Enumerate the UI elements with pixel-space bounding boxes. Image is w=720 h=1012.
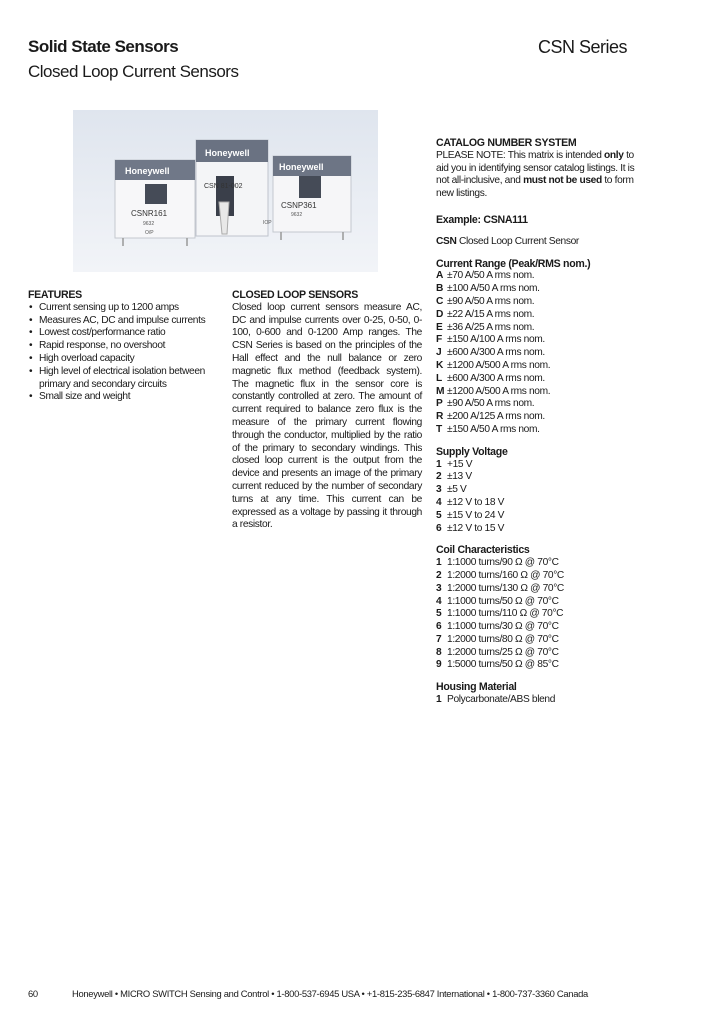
option-desc: ±22 A/15 A rms nom. (447, 308, 535, 320)
brand-label-center: Honeywell (205, 148, 250, 158)
page-subtitle: Closed Loop Current Sensors (28, 62, 239, 81)
list-item (436, 283, 636, 296)
feature-item: • High overload capacity (28, 353, 218, 366)
coil-heading: Coil Characteristics (436, 544, 530, 557)
option-code: B (436, 283, 444, 295)
list-item (436, 497, 636, 510)
list-item (436, 347, 636, 360)
closed-loop-heading: CLOSED LOOP SENSORS (232, 289, 358, 301)
option-desc: ±5 V (447, 484, 467, 496)
csn-code: CSN (436, 235, 457, 247)
option-desc: 1:2000 turns/160 Ω @ 70°C (447, 569, 564, 581)
list-item (436, 459, 636, 472)
catalog-heading: CATALOG NUMBER SYSTEM (436, 137, 577, 149)
option-code: 2 (436, 471, 442, 483)
list-item (436, 322, 636, 335)
option-code: K (436, 359, 444, 371)
option-code: A (436, 270, 444, 282)
option-code: 3 (436, 484, 442, 496)
model-sub-left: 9632 (143, 221, 155, 227)
model-label-center: CSN 81-002 (204, 183, 243, 190)
option-desc: 1:2000 turns/130 Ω @ 70°C (447, 582, 564, 594)
option-desc: ±200 A/125 A rms nom. (447, 411, 545, 423)
list-item (436, 621, 636, 634)
sensor-left (115, 160, 195, 246)
page-title: Solid State Sensors (28, 37, 179, 56)
option-desc: ±1200 A/500 A rms nom. (447, 385, 551, 397)
option-code: 1 (436, 557, 442, 569)
option-code: J (436, 347, 442, 359)
option-desc: ±150 A/100 A rms nom. (447, 334, 545, 346)
sensor-right (263, 156, 351, 240)
option-code: 4 (436, 496, 442, 508)
supply-voltage-list (436, 459, 636, 536)
list-item (436, 360, 636, 373)
feature-item: • Current sensing up to 1200 amps (28, 302, 218, 315)
list-item (436, 570, 636, 583)
current-range-heading: Current Range (Peak/RMS nom.) (436, 257, 591, 270)
option-desc: ±13 V (447, 471, 472, 483)
list-item (436, 309, 636, 322)
option-code: 4 (436, 595, 442, 607)
list-item (436, 510, 636, 523)
note-emphasis: must not be used (523, 175, 602, 187)
list-item (436, 583, 636, 596)
option-desc: ±600 A/300 A rms nom. (447, 347, 545, 359)
list-item (436, 694, 636, 707)
closed-loop-section (232, 289, 422, 532)
note-emphasis: only (604, 149, 624, 161)
option-code: P (436, 398, 443, 410)
product-photo (73, 110, 378, 272)
feature-item: • High level of electrical isolation between primary and secondary circuits (28, 366, 218, 392)
page-number: 60 (28, 988, 38, 999)
option-desc: Polycarbonate/ABS blend (447, 694, 556, 706)
note-text: PLEASE NOTE: This matrix is intended (436, 149, 605, 161)
catalog-section (436, 137, 636, 707)
option-code: C (436, 295, 444, 307)
option-desc: 1:2000 turns/25 Ω @ 70°C (447, 646, 559, 658)
list-item (436, 484, 636, 497)
list-item (436, 647, 636, 660)
output-label-left: O/P (145, 230, 154, 236)
option-code: M (436, 385, 445, 397)
catalog-example: Example: CSNA111 (436, 213, 528, 226)
list-item (436, 557, 636, 570)
option-code: R (436, 411, 444, 423)
option-desc: ±70 A/50 A rms nom. (447, 270, 535, 282)
feature-item: • Lowest cost/performance ratio (28, 327, 218, 340)
list-item (436, 411, 636, 424)
option-code: 1 (436, 458, 442, 470)
option-desc: ±90 A/50 A rms nom. (447, 295, 535, 307)
feature-item: • Rapid response, no overshoot (28, 340, 218, 353)
series-name: CSN Series (537, 37, 627, 57)
option-desc: 1:1000 turns/90 Ω @ 70°C (447, 557, 559, 569)
list-item (436, 424, 636, 437)
option-code: 5 (436, 509, 442, 521)
list-item (436, 386, 636, 399)
sensor-illustration (73, 110, 378, 272)
model-sub-right: 9632 (291, 212, 303, 218)
option-desc: ±36 A/25 A rms nom. (447, 321, 535, 333)
option-code: 2 (436, 569, 442, 581)
catalog-note (436, 150, 636, 201)
list-item (436, 270, 636, 283)
features-heading: FEATURES (28, 289, 82, 301)
list-item (436, 523, 636, 536)
option-desc: ±15 V to 24 V (447, 509, 505, 521)
option-code: L (436, 372, 442, 384)
option-desc: ±12 V to 15 V (447, 522, 505, 534)
option-code: T (436, 423, 442, 435)
model-label-right: CSNP361 (281, 201, 317, 210)
model-label-left: CSNR161 (131, 209, 168, 218)
feature-item: • Measures AC, DC and impulse currents (28, 315, 218, 328)
features-section (28, 289, 218, 404)
list-item (436, 608, 636, 621)
note-text: to aid you in identifying sensor catalog listings. It is not all-inclusive, and (436, 149, 635, 187)
option-code: 1 (436, 694, 442, 706)
current-range-list (436, 270, 636, 436)
option-code: 8 (436, 646, 442, 658)
footer-contact: Honeywell • MICRO SWITCH Sensing and Control • 1-800-537-6945 USA • +1-815-235-6847 International • 1-800-737-3360 Canada (72, 988, 588, 999)
option-desc: 1:1000 turns/30 Ω @ 70°C (447, 621, 559, 633)
list-item (436, 634, 636, 647)
list-item (436, 296, 636, 309)
brand-label-left: Honeywell (125, 166, 170, 176)
option-desc: 1:1000 turns/110 Ω @ 70°C (447, 608, 564, 620)
note-text: to form new listings. (436, 175, 634, 200)
option-desc: ±150 A/50 A rms nom. (447, 423, 540, 435)
option-desc: 1:2000 turns/80 Ω @ 70°C (447, 633, 559, 645)
list-item (436, 398, 636, 411)
option-code: 9 (436, 659, 442, 671)
option-desc: ±100 A/50 A rms nom. (447, 283, 540, 295)
list-item (436, 471, 636, 484)
brand-label-right: Honeywell (279, 162, 324, 172)
supply-voltage-heading: Supply Voltage (436, 445, 508, 458)
option-desc: ±600 A/300 A rms nom. (447, 372, 545, 384)
housing-heading: Housing Material (436, 681, 517, 694)
option-desc: ±12 V to 18 V (447, 496, 505, 508)
option-desc: ±1200 A/500 A rms nom. (447, 359, 551, 371)
list-item (436, 334, 636, 347)
option-code: 3 (436, 582, 442, 594)
option-code: 7 (436, 633, 442, 645)
option-desc: 1:1000 turns/50 Ω @ 70°C (447, 595, 559, 607)
option-desc: +15 V (447, 458, 473, 470)
coil-list (436, 557, 636, 672)
output-label-right: IOP (263, 220, 272, 226)
housing-list (436, 694, 636, 707)
list-item (436, 659, 636, 672)
list-item (436, 373, 636, 386)
option-code: D (436, 308, 444, 320)
sensor-center (196, 140, 268, 236)
csn-line (436, 236, 636, 249)
option-desc: ±90 A/50 A rms nom. (447, 398, 535, 410)
closed-loop-body: Closed loop current sensors measure AC, DC and impulse currents over 0-25, 0-50, 0-100, 0-600 and 0-1200 Amp ranges. The CSN Series is based on the principles of the Hall effect and the null balance or zero magnetic flux method (feedback system). The magnetic flux in the sensor core is constantly controlled at zero. The amount of current required to balance zero flux is the measure of the primary current flowing through the conductor, multiplied by the ratio of the primary to secondary windings. This closed loop current is the output from the device and presents an image of the primary current reduced by the number of secondary turns at any time. This current can be expressed as a voltage by passing it through a resistor. (232, 301, 422, 531)
page-footer (28, 988, 588, 999)
option-code: E (436, 321, 443, 333)
csn-description: Closed Loop Current Sensor (456, 235, 579, 247)
option-code: 6 (436, 621, 442, 633)
features-list (28, 302, 218, 404)
feature-item: • Small size and weight (28, 391, 218, 404)
option-code: F (436, 334, 442, 346)
option-code: 5 (436, 608, 442, 620)
list-item (436, 596, 636, 609)
option-desc: 1:5000 turns/50 Ω @ 85°C (447, 659, 559, 671)
option-code: 6 (436, 522, 442, 534)
